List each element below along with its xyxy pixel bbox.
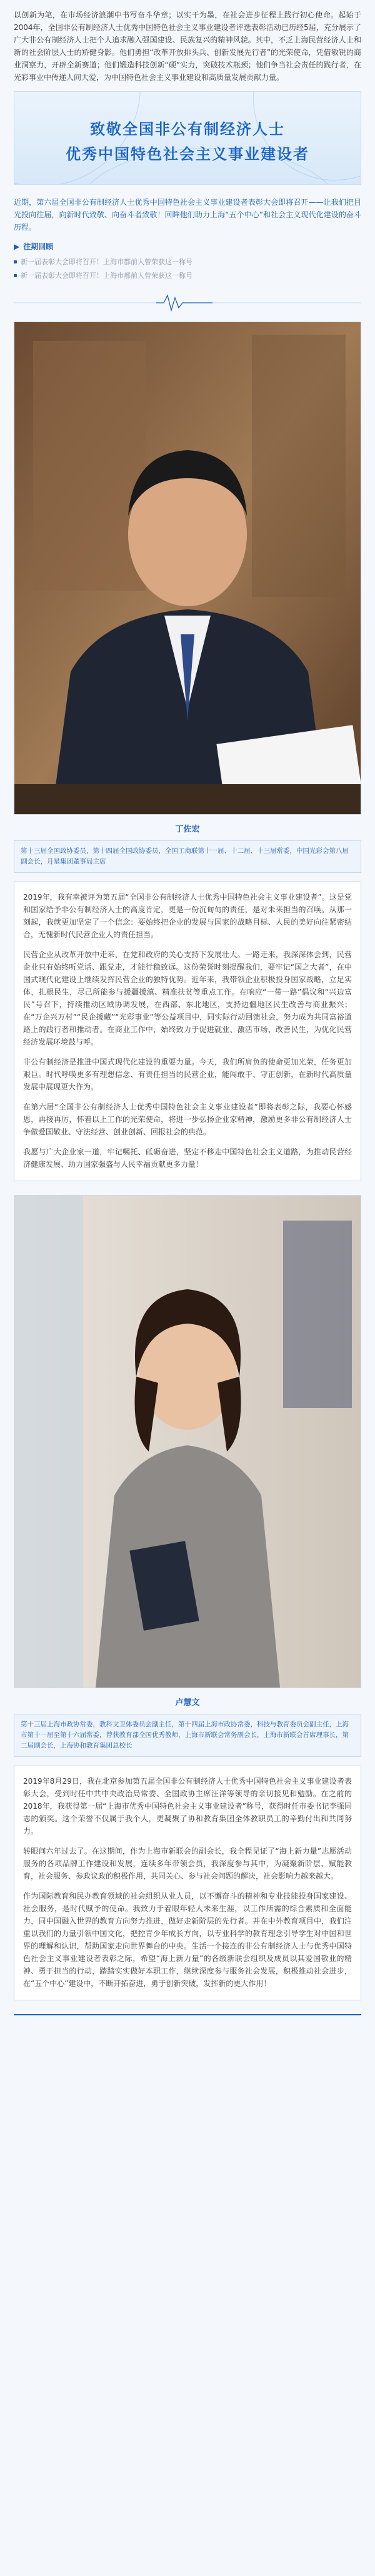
- related-links-title: [14, 241, 361, 252]
- related-link[interactable]: [14, 257, 361, 267]
- link-icon: ▶: [14, 242, 20, 251]
- portrait-photo-2: [14, 1196, 361, 1688]
- statement-box-2: [14, 1766, 361, 2000]
- statement-1-paragraph-5: 我愿与广大企业家一道，牢记嘱托、砥砺奋进，坚定不移走中国特色社会主义道路，为推动民营经济健康发展、助力国家强盛与人民幸福贡献更多力量！: [23, 1148, 352, 1169]
- statement-1-paragraph-4: 在第六届“全国非公有制经济人士优秀中国特色社会主义事业建设者”即将表彰之际，我要心怀感恩，再接再厉，怀着以上工作的光荣使命，将进一步弘扬企业家精神，激励更多非公有制经济人士争做爱国敬业、守法经营、创业创新、回报社会的典范。: [23, 1103, 352, 1136]
- intro-section-2: [0, 196, 375, 280]
- banner-title-line-1: 致敬全国非公有制经济人士: [90, 120, 285, 138]
- person-title-1: 第十三届全国政协委员，第十四届全国政协委员，全国工商联第十一届、十二届、十三届常委，中国光彩会第八届副会长，月星集团董事局主席: [14, 840, 361, 873]
- related-link-text[interactable]: 新一届表彰大会即将召开！上海市都前人曾荣获这一称号: [21, 272, 192, 280]
- statement-2-paragraph-3: 作为国际教育和民办教育领域的社会组织从业人员，以不懈奋斗的精神和专业技能投身国家建设、社会服务，是时代赋予的使命。我致力于着眼年轻人未来生涯，以工作所需的综合素质和全面能力，同中国融入世界的教育方向努力推进，做好走新阶层的先行者。并在中外教育项目中，我们注重以我们的力量引领中国文化，把控青少年成长方向，以专业科学的教育理念引导学生对中国和世界的理解和认识，帮助国家走向世界舞台的中央。生活一个接连的非公有制经济人士与优秀中国特色社会主义事业建设者表彰之际，希望“海上新力量”的各级新联会组织及成员以其爱国敬业的精神、勇于担当的行动，踏踏实实做好本职工作，继续深度参与服务社会发展，积极推动社会进步，在“五个中心”建设中，不断开拓奋进，勇于创新突破，发挥新的更大作用！: [23, 1892, 352, 1988]
- intro-paragraph-1: 以创新为笔，在市场经济浪潮中书写奋斗华章；以实干为墨，在社会进步征程上践行初心使命。起始于2004年，全国非公有制经济人士优秀中国特色社会主义事业建设者评选表彰活动已历经5届，充分展示了广大非公有制经济人士把个人追求融入强国建设、民族复兴的精神风貌。其中，不乏上海民营经济人士和新的社会阶层人士的矫健身影。他们勇担“改革开放排头兵、创新发展先行者”的光荣使命，凭借敏锐的商业洞察力，开辟全新赛道；他们锻造科技创新“硬”实力，突破技术瓶颈；他们争当社会责任的践行者，在光彩事业中传递人间大爱，为中国特色社会主义事业建设和高质量发展贡献力量。: [14, 11, 361, 82]
- statement-1-paragraph-1: 2019年，我有幸被评为第五届“全国非公有制经济人士优秀中国特色社会主义事业建设者”。这是党和国家给予非公有制经济人士的高度肯定，更是一份沉甸甸的责任，是对未来担当的召唤。从那一刻起，我就更加坚定了一个信念：要始终把企业的发展与国家的战略目标、人民的美好向往紧密结合，无愧新时代民营企业人的责任担当。: [23, 893, 352, 939]
- photo-ding-zuohong: [14, 322, 361, 815]
- related-links-label: 往期回顾: [23, 242, 54, 251]
- statement-2-paragraph-1: 2019年8月29日，我在北京参加第五届全国非公有制经济人士优秀中国特色社会主义事业建设者表彰大会，受到时任中共中央政治局常委、全国政协主席汪洋等领导的亲切接见和勉励。在之前的2018年，我获得第一届“上海市优秀中国特色社会主义事业建设者”称号，获得时任市委书记李强同志的颁奖。这个荣誉不仅属于我个人，更凝聚了协和教育集团全体教职员工的辛勤付出和共同努力。: [23, 1777, 352, 1836]
- portrait-photo-1: [14, 322, 361, 814]
- statement-1-paragraph-3: 非公有制经济是推进中国式现代化建设的重要力量。今天，我们所肩负的使命更加光荣，任务更加艰巨。时代呼唤更多有理想信念、有责任担当的民营企业，能闯敢干、守正创新，在新时代高质量发展中展现更大作为。: [23, 1058, 352, 1091]
- related-link[interactable]: [14, 270, 361, 280]
- statement-1-paragraph-2: 民营企业从改革开放中走来，在党和政府的关心支持下发展壮大。一路走来，我深深体会到，民营企业只有始终听党话、跟党走，才能行稳致远。这份荣誉时刻提醒我们，要牢记“国之大者”，在中国式现代化建设上继续发挥民营企业的独特优势。近年来，我带领企业积极投身国家战略，立足实体，扎根民生，尽己所能参与援疆援滇、精准扶贫等重点工作。在响应“一带一路”倡议和“兴边富民”号召下，持续推动区域协调发展，在西部、东北地区，支持边疆地区民生改善与商业振兴；在“万企兴万村”“民企援藏”“光彩事业”等公益项目中，同实际行动回馈社会，努力成为共同富裕道路上的践行者和推动者。在商业工作中，始终致力于促进就业、激活市场、改善民生，为优化民营经济发展环境鼓与呼。: [23, 950, 352, 1046]
- wave-divider-graphic: [0, 290, 375, 315]
- footer-divider: [14, 2014, 361, 2015]
- photo-lu-huiwen: [14, 1195, 361, 1688]
- person-title-2: 第十三届上海市政协常委，教科文卫体委员会副主任，第十四届上海市政协常委，科技与教育委员会副主任，上海市第十一届至第十六届常委，曾获教育部全国优秀教师，上海市新联会常务副会长，上海市新联会首席理事长，第二届副会长，上海协和教育集团总校长: [14, 1714, 361, 1757]
- banner-title-line-2: 优秀中国特色社会主义事业建设者: [66, 145, 309, 163]
- intro-paragraph-2: 近期，第六届全国非公有制经济人士优秀中国特色社会主义事业建设者表彰大会即将召开——让我们把目光投向往届，向新时代致敬、向奋斗者致敬！回眸他们助力上海“五个中心”和社会主义现代化建设的奋斗历程。: [14, 198, 361, 232]
- bullet-icon: [14, 274, 17, 277]
- bullet-icon: [14, 260, 17, 263]
- intro-section: [0, 0, 375, 84]
- person-name-1: 丁佐宏: [175, 825, 200, 834]
- wave-divider: [0, 290, 375, 315]
- tribute-banner: [14, 91, 361, 185]
- related-link-text[interactable]: 新一届表彰大会即将召开！上海市都前人曾荣获这一称号: [21, 258, 192, 266]
- statement-2-paragraph-2: 转眼间六年过去了。在这期间，作为上海市新联会的副会长，我全程见证了“海上新力量”志愿活动服务的各项品牌工作建设和发展，连续多年带领会员，我深度参与其中，为凝聚新阶层、赋能教育，社会服务、参政议政的积极作用，共同关心、参与社会问题的解决，社会影响力越来越大。: [23, 1847, 352, 1880]
- person-name-2: 卢慧文: [175, 1698, 200, 1708]
- statement-box-1: [14, 882, 361, 1181]
